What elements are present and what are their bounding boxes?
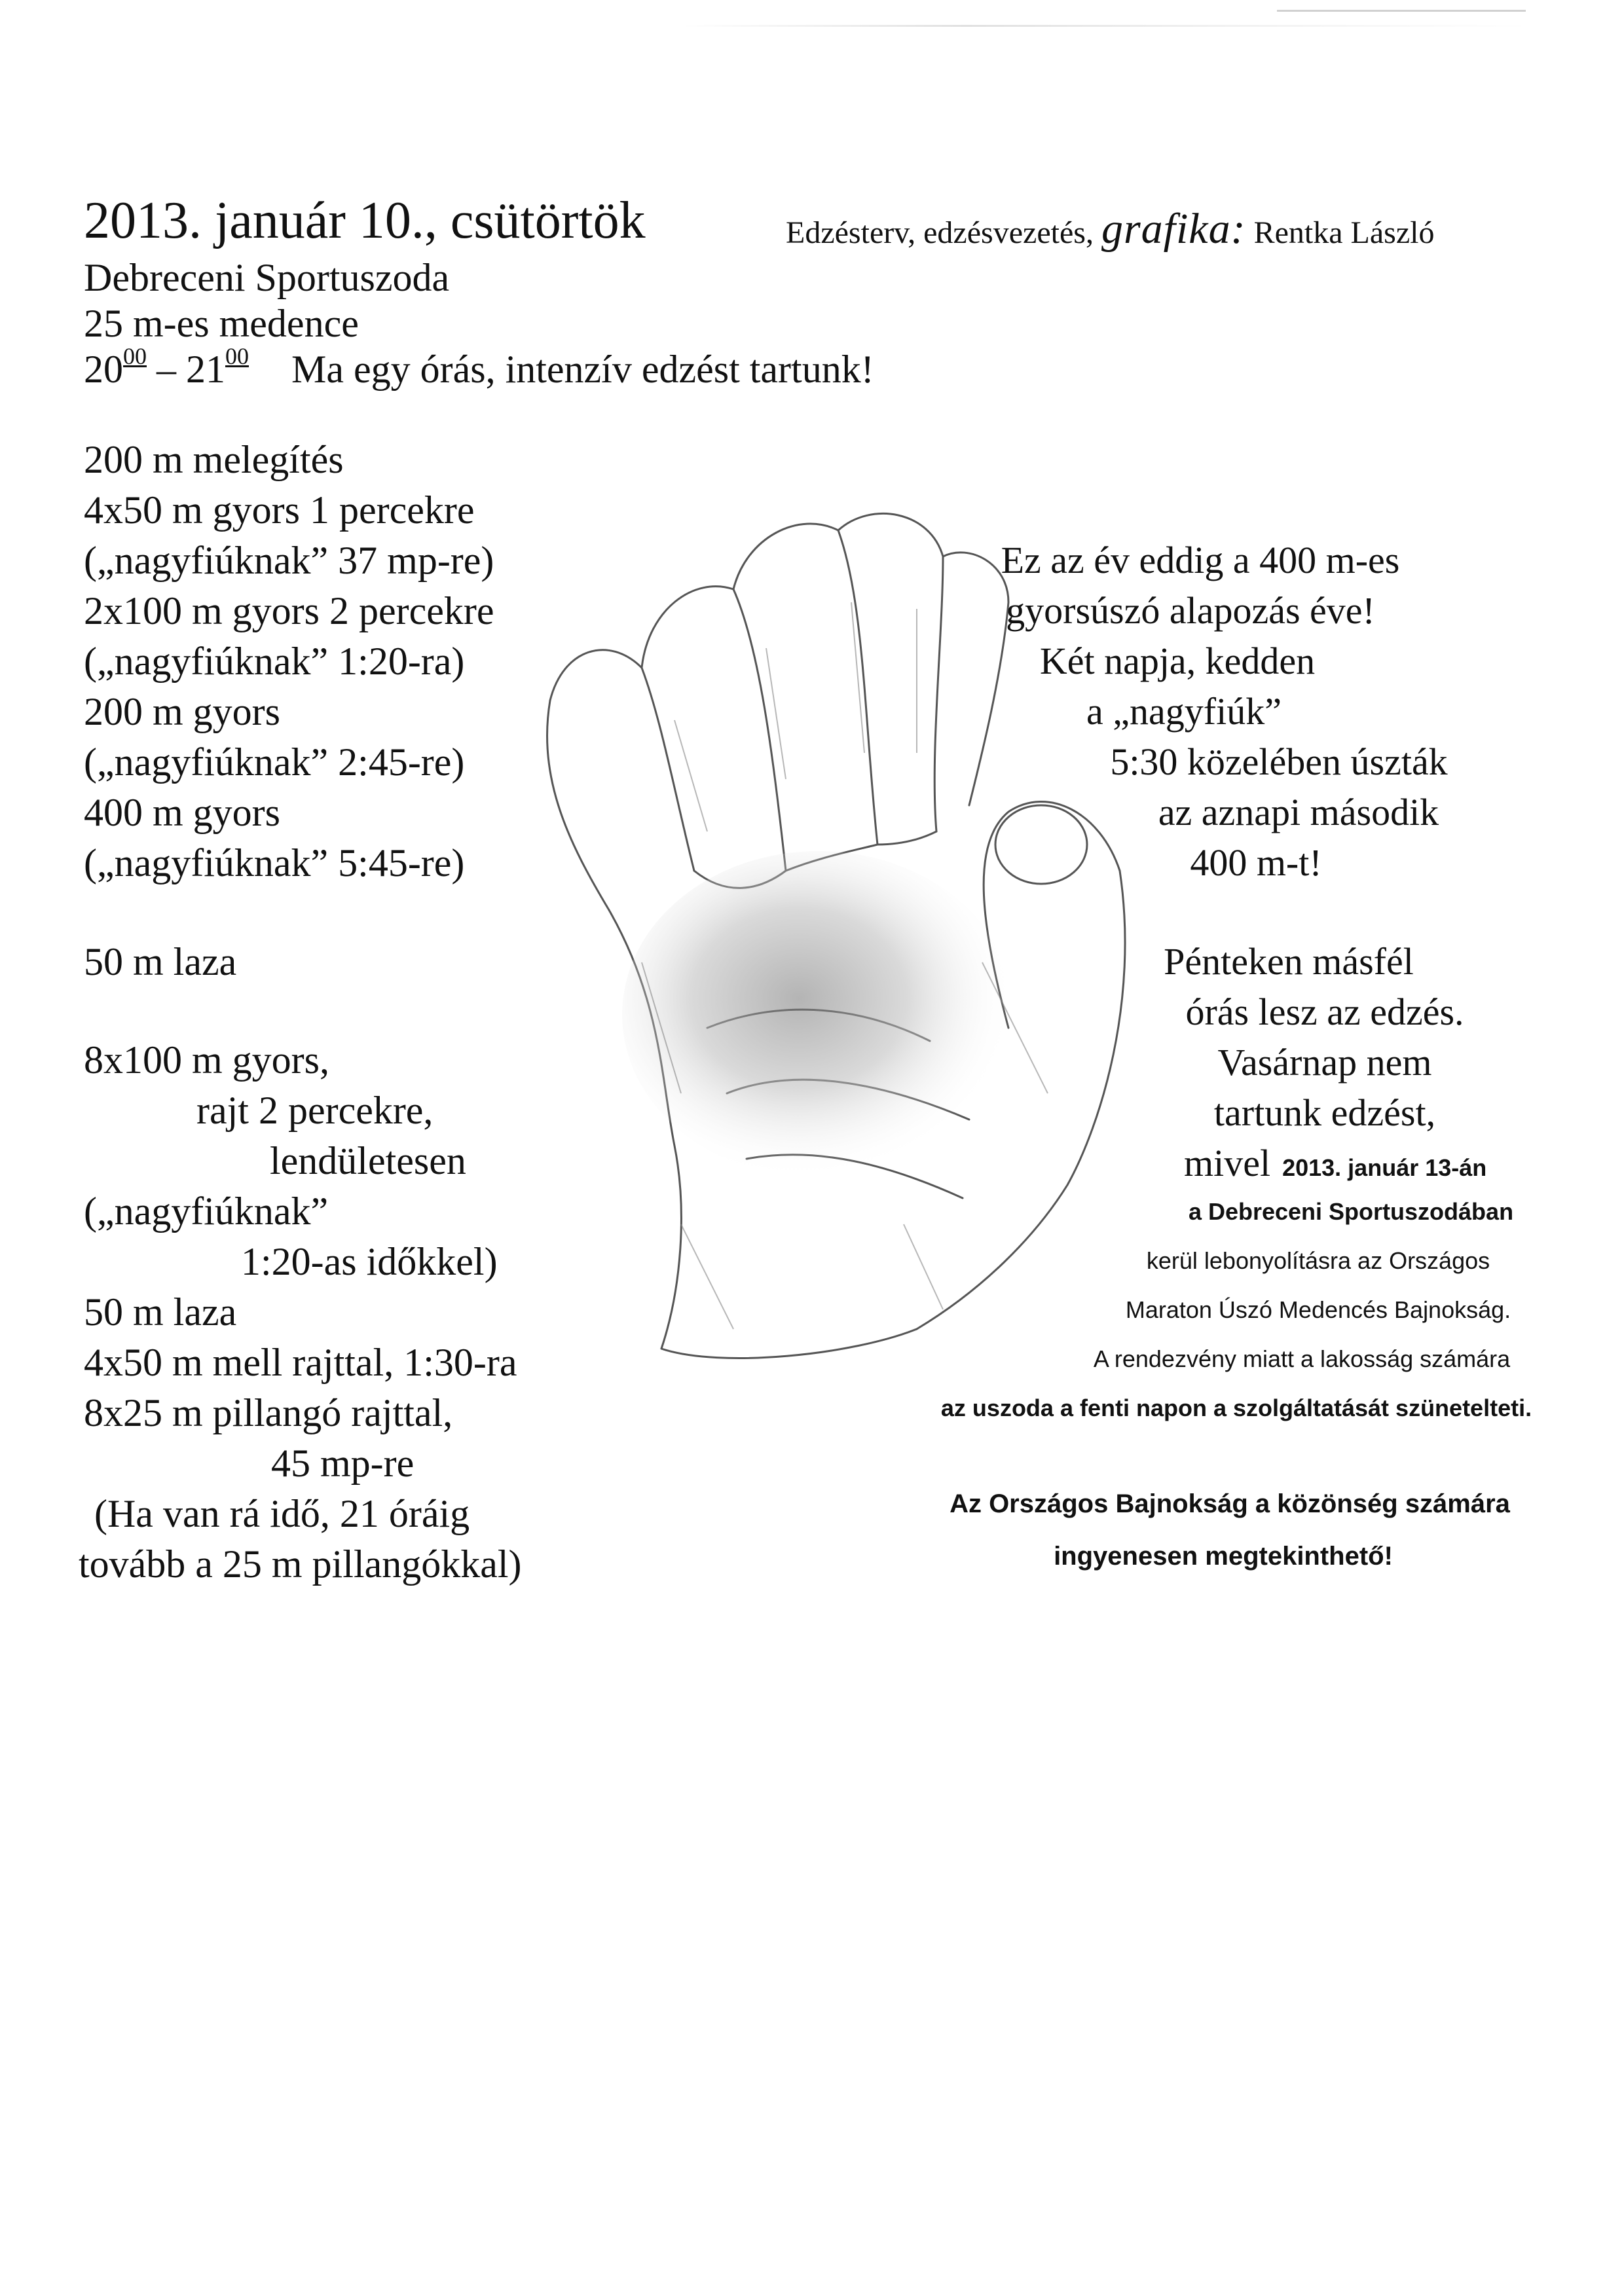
note-line: 5:30 közelében úszták [1110, 740, 1448, 783]
credit-name: Rentka László [1253, 215, 1435, 250]
workout-line: 200 m melegítés [84, 438, 344, 481]
note-line: Ez az év eddig a 400 m-es [1001, 539, 1400, 581]
workout-line: (Ha van rá idő, 21 óráig [94, 1492, 470, 1535]
note-line: Pénteken másfél [1164, 940, 1414, 983]
intro-text: Ma egy órás, intenzív edzést tartunk! [291, 348, 874, 391]
time-end-minutes: 00 [225, 343, 249, 369]
workout-line: rajt 2 percekre, [196, 1089, 434, 1132]
workout-line: 400 m gyors [84, 791, 280, 834]
time-start-minutes: 00 [123, 343, 147, 369]
workout-line: („nagyfiúknak” 1:20-ra) [84, 640, 465, 683]
workout-line: 2x100 m gyors 2 percekre [84, 589, 494, 632]
workout-line: tovább a 25 m pillangókkal) [79, 1542, 522, 1586]
workout-line: 8x25 m pillangó rajttal, [84, 1391, 453, 1434]
credit-line [786, 204, 1435, 254]
event-date: 2013. január 13-án [1282, 1154, 1487, 1181]
note-line: órás lesz az edzés. [1185, 991, 1464, 1033]
date-heading: 2013. január 10., csütörtök [84, 192, 646, 249]
workout-line: 4x50 m gyors 1 percekre [84, 488, 475, 532]
venue: Debreceni Sportuszoda [84, 256, 450, 299]
note-line: gyorsúszó alapozás éve! [1006, 589, 1375, 632]
pool-info: 25 m-es medence [84, 302, 359, 345]
note-line: a „nagyfiúk” [1086, 690, 1282, 733]
workout-line: („nagyfiúknak” 2:45-re) [84, 740, 465, 784]
workout-line: 45 mp-re [271, 1442, 415, 1485]
workout-line: („nagyfiúknak” 37 mp-re) [84, 539, 494, 582]
time-dash: – [157, 348, 176, 391]
workout-line: 8x100 m gyors, [84, 1038, 329, 1082]
time-end: 21 [186, 348, 225, 391]
note-line: Két napja, kedden [1039, 640, 1316, 682]
scan-artifact [681, 25, 1532, 27]
notice-line: az uszoda a fenti napon a szolgáltatását szünetelteti. [940, 1394, 1532, 1421]
scan-artifact [1277, 10, 1526, 12]
final-notice-line: ingyenesen megtekinthető! [1054, 1542, 1393, 1571]
notice-line: Maraton Úszó Medencés Bajnokság. [1125, 1296, 1511, 1323]
workout-line: 50 m laza [84, 940, 237, 983]
notice-line: kerül lebonyolításra az Országos [1146, 1247, 1490, 1274]
workout-line: 200 m gyors [84, 690, 280, 733]
note-line: az aznapi második [1158, 791, 1439, 833]
final-notice-line: Az Országos Bajnokság a közönség számára [950, 1489, 1510, 1518]
note-line: Vasárnap nem [1217, 1041, 1432, 1084]
note-line: 400 m-t! [1190, 841, 1322, 884]
time-line [84, 343, 874, 392]
workout-line: („nagyfiúknak” 5:45-re) [84, 841, 465, 884]
workout-line: lendületesen [270, 1139, 466, 1182]
workout-line: 50 m laza [84, 1290, 237, 1334]
note-line: tartunk edzést, [1213, 1091, 1436, 1134]
notice-line: A rendezvény miatt a lakosság számára [1093, 1345, 1511, 1372]
workout-line: („nagyfiúknak” [84, 1190, 329, 1233]
note-line: mivel [1184, 1142, 1271, 1184]
credit-graphic-label: grafika: [1101, 205, 1246, 253]
time-start: 20 [84, 348, 123, 391]
credit-prefix: Edzésterv, edzésvezetés, [786, 215, 1094, 250]
workout-line: 4x50 m mell rajttal, 1:30-ra [84, 1341, 517, 1384]
workout-line: 1:20-as időkkel) [241, 1240, 498, 1283]
mivel-line [1184, 1141, 1486, 1185]
notice-line: a Debreceni Sportuszodában [1188, 1198, 1514, 1225]
